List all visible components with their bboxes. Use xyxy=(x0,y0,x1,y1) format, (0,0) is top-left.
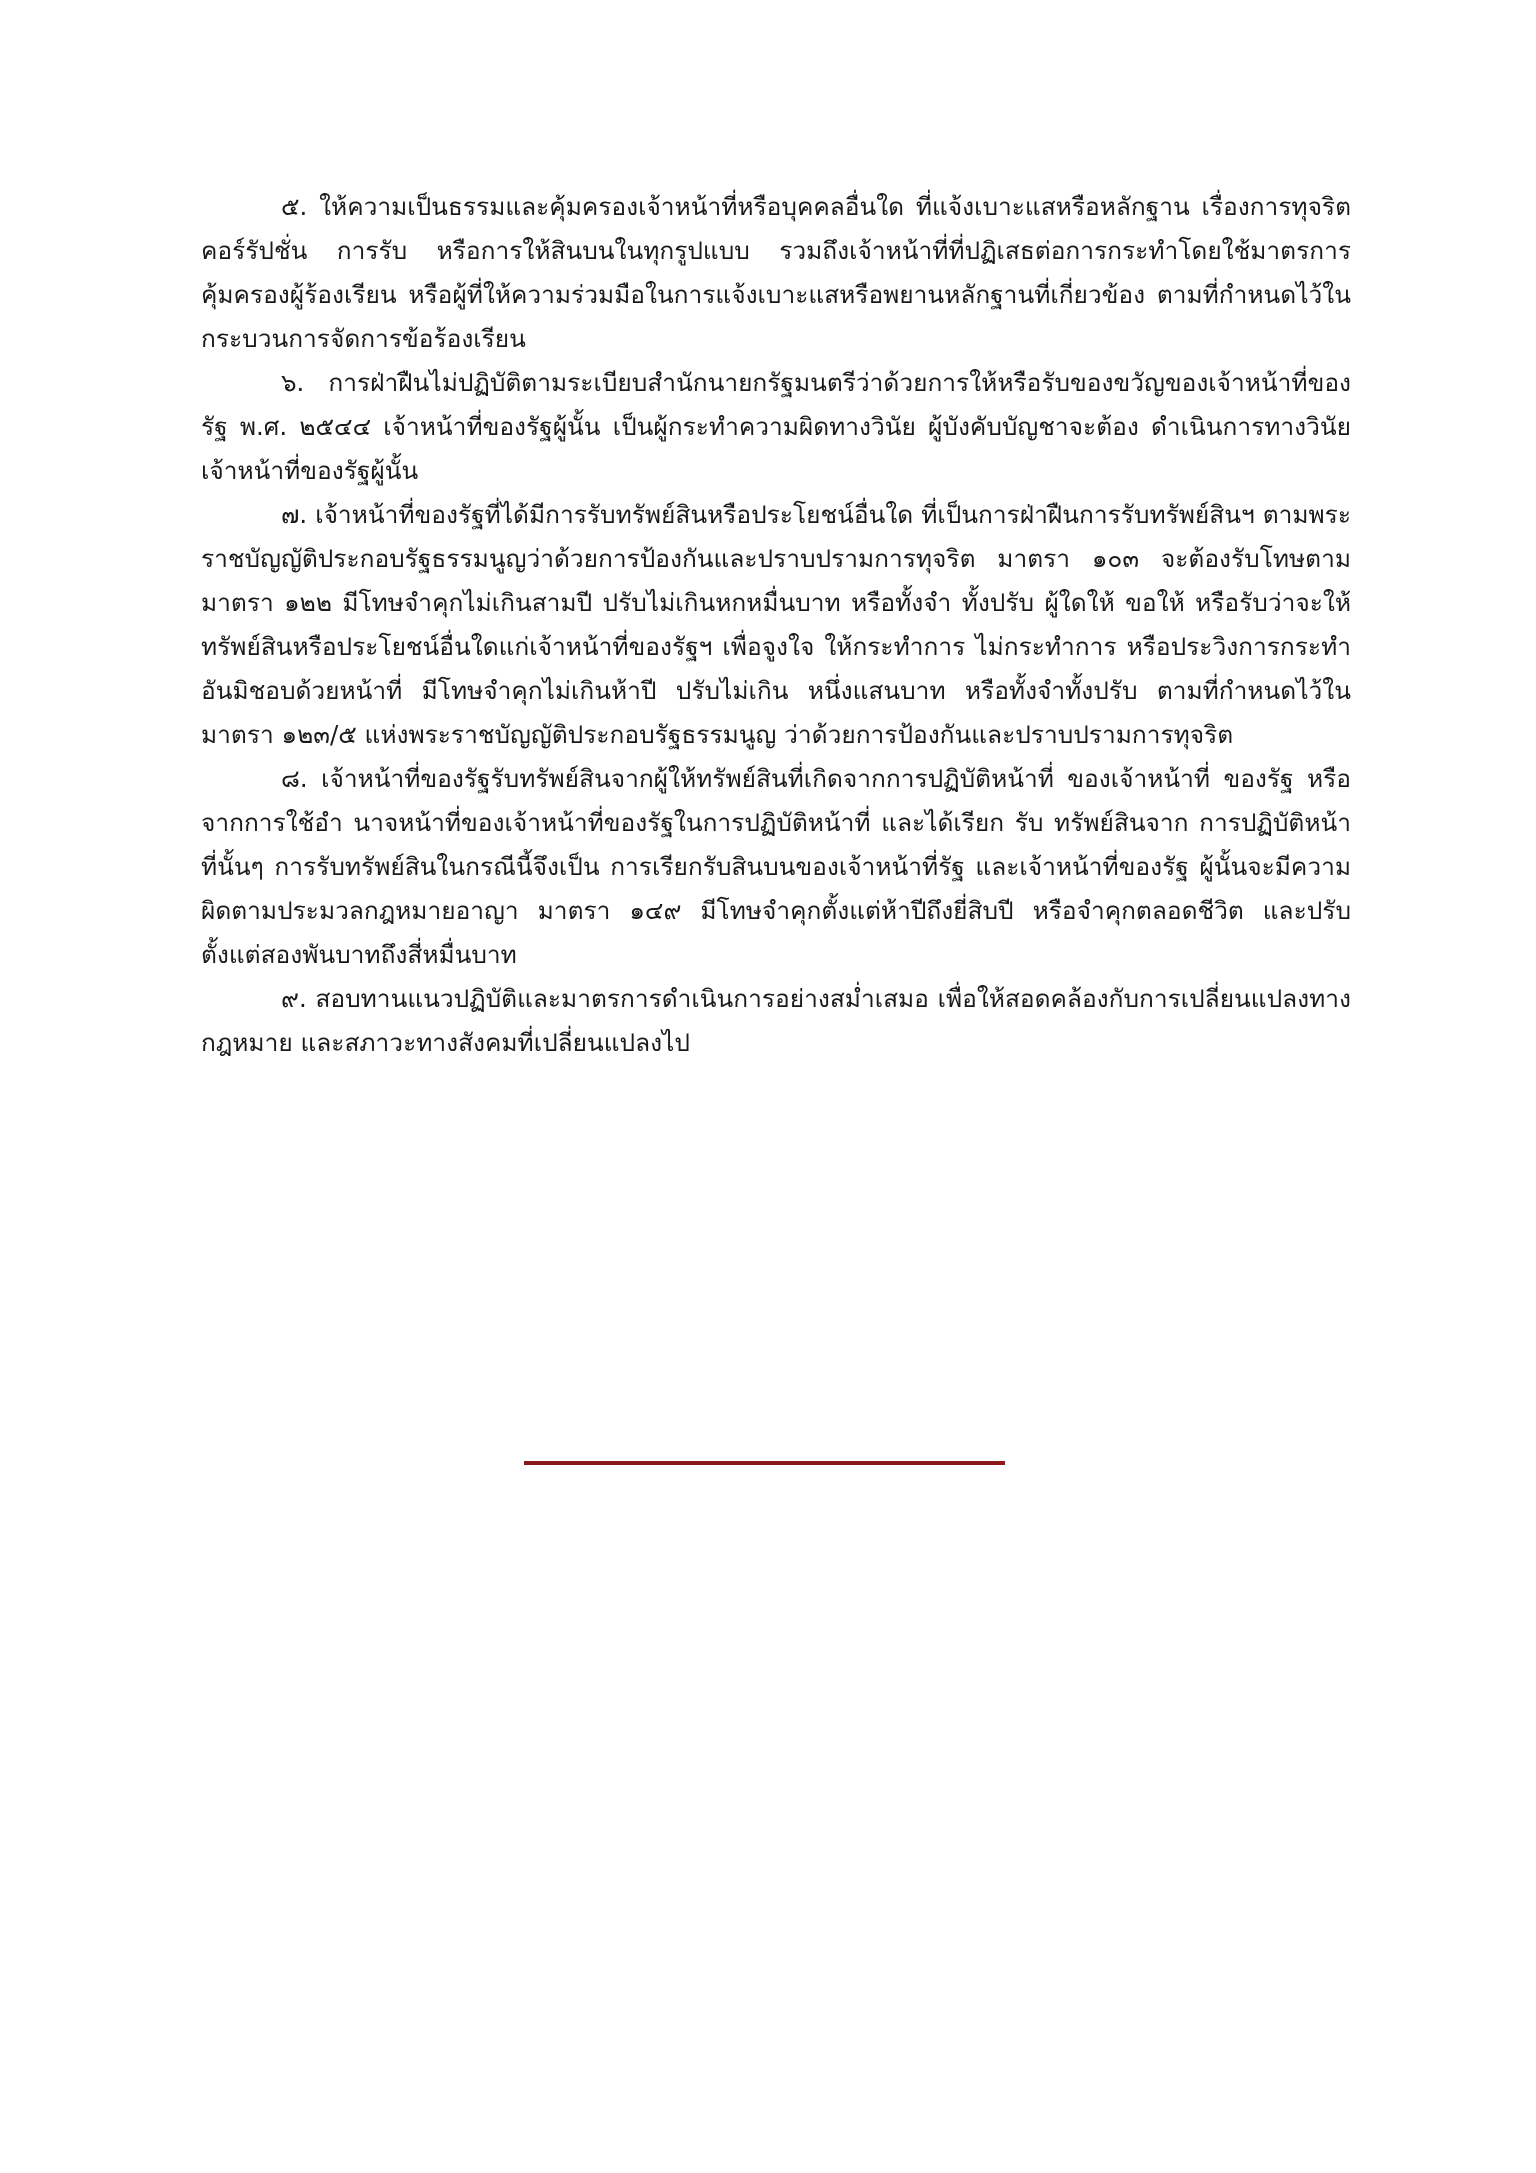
paragraph-item-6: ๖. การฝ่าฝืนไม่ปฏิบัติตามระเบียบสำนักนายกรัฐมนตรีว่าด้วยการให้หรือรับของขวัญของเจ้าหน้าที่ของรัฐ พ.ศ. ๒๕๔๔ เจ้าหน้าที่ของรัฐผู้นั้น เป็นผู้กระทำความผิดทางวินัย ผู้บังคับบัญชาจะต้อง ดำเนินการทางวินัยเจ้าหน้าที่ของรัฐผู้นั้น xyxy=(201,368,1351,485)
paragraph-item-8: ๘. เจ้าหน้าที่ของรัฐรับทรัพย์สินจากผู้ให้ทรัพย์สินที่เกิดจากการปฏิบัติหน้าที่ ของเจ้าหน้าที่ ของรัฐ หรือจากการใช้อำ นาจหน้าที่ของเจ้าหน้าที่ของรัฐในการปฏิบัติหน้าที่ และได้เรียก รับ ทรัพย์สินจาก การปฏิบัติหน้าที่นั้นๆ การรับทรัพย์สินในกรณีนี้จึงเป็น การเรียกรับสินบนของเจ้าหน้าที่รัฐ และเจ้าหน้าที่ของรัฐ ผู้นั้นจะมีความผิดตามประมวลกฎหมายอาญา มาตรา ๑๔๙ มีโทษจำคุกตั้งแต่ห้าปีถึงยี่สิบปี หรือจำคุกตลอดชีวิต และปรับตั้งแต่สองพันบาทถึงสี่หมื่นบาท xyxy=(201,764,1351,969)
section-divider-line xyxy=(524,1461,1005,1465)
paragraph-item-7: ๗. เจ้าหน้าที่ของรัฐที่ได้มีการรับทรัพย์สินหรือประโยชน์อื่นใด ที่เป็นการฝ่าฝืนการรับทรัพย์สินฯ ตามพระราชบัญญัติประกอบรัฐธรรมนูญว่าด้วยการป้องกันและปราบปรามการทุจริต มาตรา ๑๐๓ จะต้องรับโทษตามมาตรา ๑๒๒ มีโทษจำคุกไม่เกินสามปี ปรับไม่เกินหกหมื่นบาท หรือทั้งจำ ทั้งปรับ ผู้ใดให้ ขอให้ หรือรับว่าจะให้ทรัพย์สินหรือประโยชน์อื่นใดแก่เจ้าหน้าที่ของรัฐฯ เพื่อจูงใจ ให้กระทำการ ไม่กระทำการ หรือประวิงการกระทำอันมิชอบด้วยหน้าที่ มีโทษจำคุกไม่เกินห้าปี ปรับไม่เกิน หนึ่งแสนบาท หรือทั้งจำทั้งปรับ ตามที่กำหนดไว้ในมาตรา ๑๒๓/๕ แห่งพระราชบัญญัติประกอบรัฐธรรมนูญ ว่าด้วยการป้องกันและปราบปรามการทุจริต xyxy=(201,500,1351,749)
paragraph-item-5: ๕. ให้ความเป็นธรรมและคุ้มครองเจ้าหน้าที่หรือบุคคลอื่นใด ที่แจ้งเบาะแสหรือหลักฐาน เรื่องการทุจริตคอร์รัปชั่น การรับ หรือการให้สินบนในทุกรูปแบบ รวมถึงเจ้าหน้าที่ที่ปฏิเสธต่อการกระทำโดยใช้มาตรการคุ้มครองผู้ร้องเรียน หรือผู้ที่ให้ความร่วมมือในการแจ้งเบาะแสหรือพยานหลักฐานที่เกี่ยวข้อง ตามที่กำหนดไว้ในกระบวนการจัดการข้อร้องเรียน xyxy=(201,192,1351,353)
paragraph-item-9: ๙. สอบทานแนวปฏิบัติและมาตรการดำเนินการอย่างสม่ำเสมอ เพื่อให้สอดคล้องกับการเปลี่ยนแปลงทางกฎหมาย และสภาวะทางสังคมที่เปลี่ยนแปลงไป xyxy=(201,984,1351,1057)
document-body xyxy=(201,185,1351,1065)
